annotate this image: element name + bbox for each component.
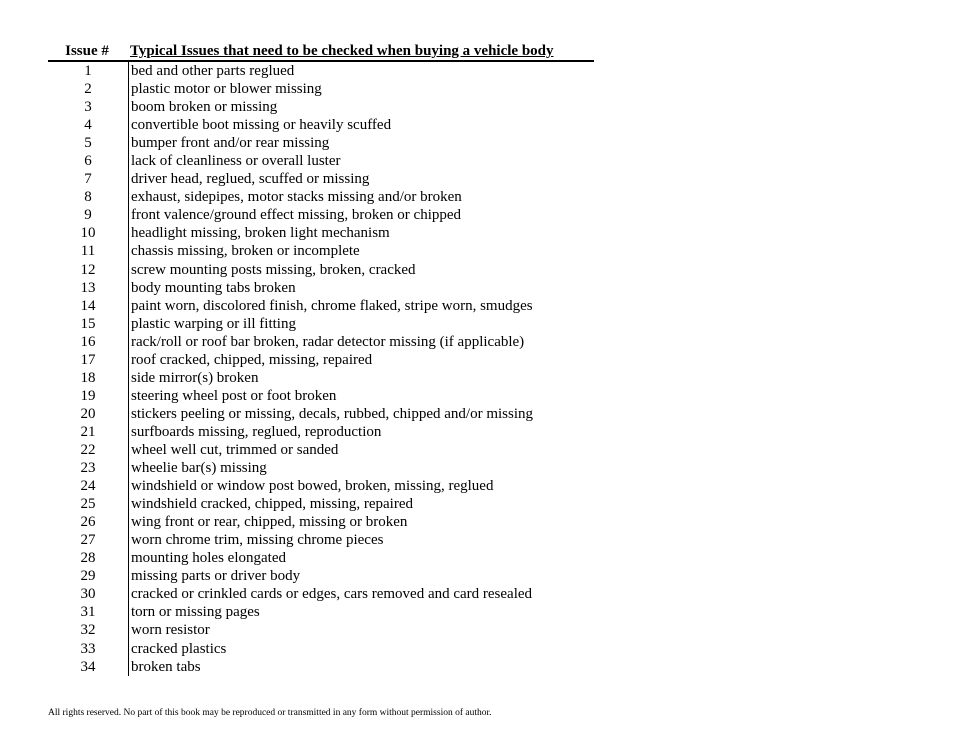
header-issue-number: Issue # (65, 43, 109, 59)
issue-description: roof cracked, chipped, missing, repaired (131, 351, 373, 368)
issue-description: convertible boot missing or heavily scuffed (131, 117, 392, 134)
issue-description: exhaust, sidepipes, motor stacks missing and/or broken (131, 189, 462, 206)
table-row (48, 477, 594, 495)
table-row (48, 513, 594, 531)
issue-number: 11 (80, 243, 96, 260)
table-row (48, 495, 594, 513)
table-row (48, 658, 594, 676)
issue-number: 4 (84, 117, 92, 134)
issue-description: cracked plastics (131, 640, 227, 657)
table-row (48, 242, 594, 260)
issue-number: 5 (84, 135, 92, 152)
issue-number: 12 (80, 261, 96, 278)
table-row (48, 152, 594, 170)
issue-number: 28 (80, 550, 96, 567)
table-row (48, 206, 594, 224)
table-row (48, 261, 594, 279)
table-row (48, 170, 594, 188)
table-row (48, 621, 594, 639)
issue-number: 7 (84, 171, 92, 188)
issue-description: lack of cleanliness or overall luster (131, 153, 341, 170)
issue-number: 2 (84, 81, 92, 98)
table-row (48, 315, 594, 333)
issue-number: 13 (80, 279, 96, 296)
issue-number: 10 (80, 225, 96, 242)
issue-number: 22 (80, 441, 96, 458)
issue-description: rack/roll or roof bar broken, radar detector missing (if applicable) (131, 333, 525, 350)
table-row (48, 441, 594, 459)
issue-number: 15 (80, 315, 96, 332)
table-row (48, 224, 594, 242)
issue-number: 25 (80, 496, 96, 513)
issues-table (48, 42, 594, 676)
table-row (48, 603, 594, 621)
table-row (48, 423, 594, 441)
issue-number: 23 (80, 460, 96, 477)
issue-description: bed and other parts reglued (131, 63, 295, 79)
issue-number: 29 (80, 568, 96, 585)
table-row (48, 333, 594, 351)
issue-description: boom broken or missing (131, 99, 278, 116)
issue-description: headlight missing, broken light mechanism (131, 225, 390, 242)
issue-number: 21 (80, 423, 96, 440)
issue-number: 32 (80, 622, 96, 639)
copyright-footer: All rights reserved. No part of this book may be reproduced or transmitted in any form without permission of author. (48, 708, 492, 718)
issue-number: 18 (80, 369, 96, 386)
issue-number: 34 (80, 658, 96, 675)
issue-description: stickers peeling or missing, decals, rubbed, chipped and/or missing (131, 405, 534, 422)
issue-number: 6 (84, 153, 92, 170)
issue-description: windshield or window post bowed, broken, missing, reglued (131, 478, 494, 495)
issue-description: screw mounting posts missing, broken, cracked (131, 261, 416, 278)
issue-description: bumper front and/or rear missing (131, 135, 330, 152)
issue-description: torn or missing pages (131, 604, 260, 621)
issue-description: broken tabs (131, 658, 201, 675)
issue-description: plastic motor or blower missing (131, 81, 322, 98)
issue-number: 3 (84, 99, 92, 116)
issue-description: side mirror(s) broken (131, 369, 259, 386)
issue-description: surfboards missing, reglued, reproduction (131, 423, 382, 440)
issue-number: 1 (84, 63, 92, 79)
issue-description: paint worn, discolored finish, chrome flaked, stripe worn, smudges (131, 297, 533, 314)
issue-description: wheel well cut, trimmed or sanded (131, 441, 339, 458)
table-row (48, 297, 594, 315)
table-row (48, 116, 594, 134)
table-row (48, 80, 594, 98)
table-row (48, 98, 594, 116)
table-row (48, 387, 594, 405)
issue-number: 19 (80, 387, 96, 404)
issue-number: 33 (80, 640, 96, 657)
issue-description: plastic warping or ill fitting (131, 315, 296, 332)
table-row (48, 62, 594, 80)
table-row (48, 640, 594, 658)
issue-description: front valence/ground effect missing, broken or chipped (131, 207, 462, 224)
issue-description: chassis missing, broken or incomplete (131, 243, 360, 260)
issue-description: windshield cracked, chipped, missing, repaired (131, 496, 413, 513)
table-row (48, 567, 594, 585)
table-header (48, 42, 594, 62)
table-row (48, 188, 594, 206)
table-row (48, 134, 594, 152)
table-row (48, 369, 594, 387)
table-row (48, 459, 594, 477)
table-row (48, 531, 594, 549)
issue-number: 27 (80, 532, 96, 549)
issue-description: steering wheel post or foot broken (131, 387, 337, 404)
table-row (48, 405, 594, 423)
issue-number: 24 (80, 478, 96, 495)
issue-description: worn resistor (131, 622, 210, 639)
table-row (48, 549, 594, 567)
issue-description: worn chrome trim, missing chrome pieces (131, 532, 384, 549)
table-row (48, 585, 594, 603)
issue-description: driver head, reglued, scuffed or missing (131, 171, 370, 188)
issue-description: mounting holes elongated (131, 550, 286, 567)
table-body (48, 62, 594, 676)
issue-number: 16 (80, 333, 96, 350)
issue-number: 9 (84, 207, 92, 224)
issue-number: 26 (80, 514, 96, 531)
issue-number: 8 (84, 189, 92, 206)
issue-number: 14 (80, 297, 96, 314)
issue-description: cracked or crinkled cards or edges, cars removed and card resealed (131, 586, 533, 603)
issue-description: wing front or rear, chipped, missing or broken (131, 514, 408, 531)
issue-description: missing parts or driver body (131, 568, 301, 585)
issue-number: 17 (80, 351, 96, 368)
issue-number: 30 (80, 586, 96, 603)
table-row (48, 351, 594, 369)
issue-description: wheelie bar(s) missing (131, 460, 267, 477)
issue-number: 31 (80, 604, 96, 621)
header-issue-description: Typical Issues that need to be checked when buying a vehicle body (130, 43, 554, 59)
issue-description: body mounting tabs broken (131, 279, 296, 296)
table-row (48, 279, 594, 297)
issue-number: 20 (80, 405, 96, 422)
